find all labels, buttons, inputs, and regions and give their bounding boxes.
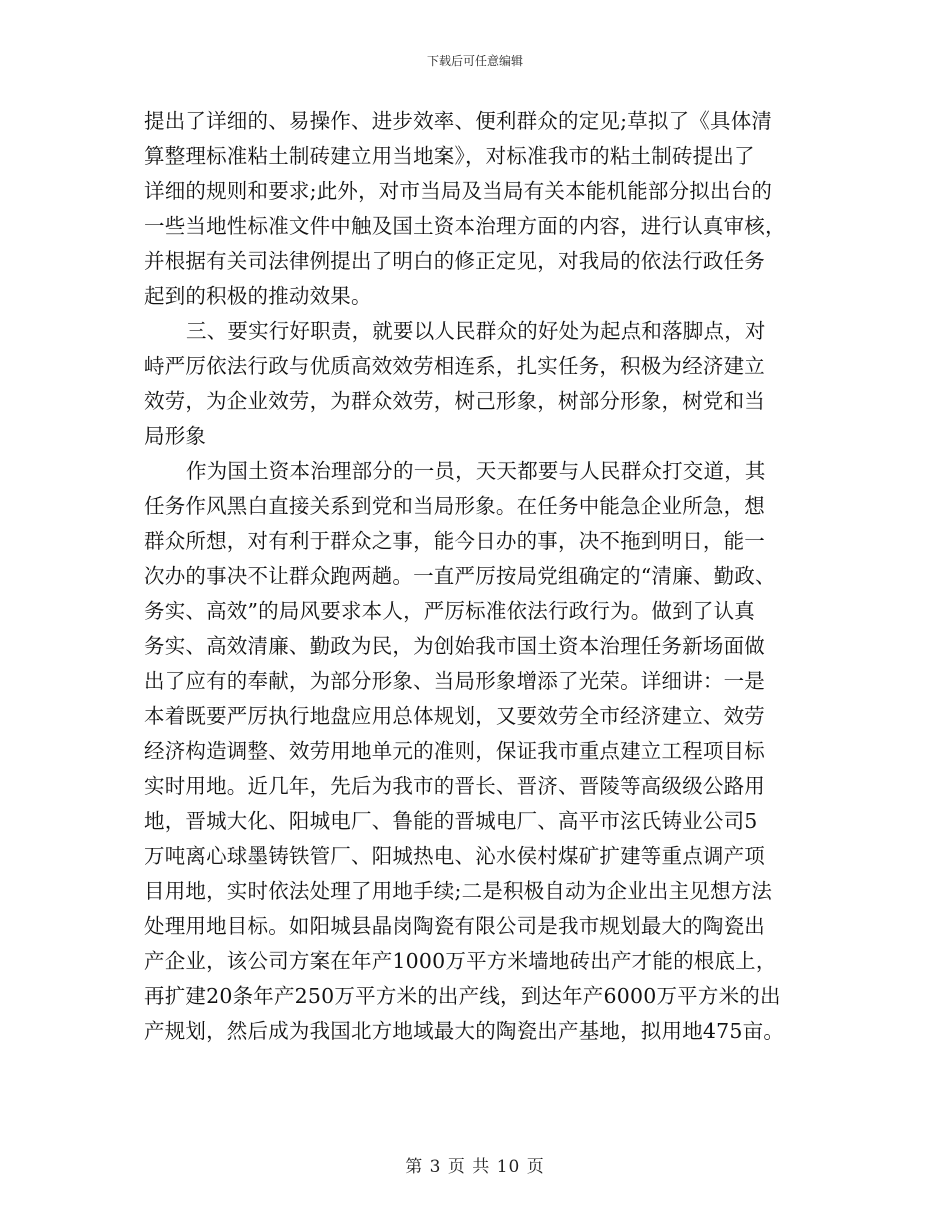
- text-line: 万吨离心球墨铸铁管厂、阳城热电、沁水侯村煤矿扩建等重点调产项: [144, 844, 765, 868]
- paragraph-start-line: 作为国土资本治理部分的一员，天天都要与人民群众打交道，其: [186, 459, 766, 483]
- text-line: 再扩建20条年产250万平方米的出产线，到达年产6000万平方米的出: [144, 984, 781, 1008]
- text-line: 处理用地目标。如阳城县晶岗陶瓷有限公司是我市规划最大的陶瓷出: [144, 914, 765, 938]
- text-line: 提出了详细的、易操作、进步效率、便利群众的定见;草拟了《具体清: [144, 109, 773, 133]
- text-line: 局形象: [144, 424, 207, 448]
- text-line: 出了应有的奉献，为部分形象、当局形象增添了光荣。详细讲：一是: [144, 669, 765, 693]
- section-heading-line: 三、要实行好职责，就要以人民群众的好处为起点和落脚点，对: [186, 319, 766, 343]
- text-line: 地，晋城大化、阳城电厂、鲁能的晋城电厂、高平市泫氏铸业公司5: [144, 809, 758, 833]
- text-line: 群众所想，对有利于群众之事，能今日办的事，决不拖到明日，能一: [144, 529, 765, 553]
- text-line: 目用地，实时依法处理了用地手续;二是积极自动为企业出主见想方法: [144, 879, 773, 903]
- text-line: 务实、高效”的局风要求本人，严厉标准依法行政行为。做到了认真: [144, 599, 755, 623]
- text-line: 实时用地。近几年，先后为我市的晋长、晋济、晋陵等高级级公路用: [144, 774, 765, 798]
- document-body: [144, 104, 812, 1049]
- text-line: 产规划，然后成为我国北方地域最大的陶瓷出产基地，拟用地475亩。: [144, 1019, 785, 1043]
- text-line: 产企业，该公司方案在年产1000万平方米墙地砖出产才能的根底上，: [144, 949, 777, 973]
- page-number-footer: 第 3 页 共 10 页: [405, 1157, 545, 1177]
- text-line: 并根据有关司法律例提出了明白的修正定见，对我局的依法行政任务: [144, 249, 765, 273]
- text-line: 起到的积极的推动效果。: [144, 284, 372, 308]
- text-line: 务实、高效清廉、勤政为民，为创始我市国土资本治理任务新场面做: [144, 634, 765, 658]
- page-header: 下载后可任意编辑: [426, 54, 523, 68]
- text-line: 效劳，为企业效劳，为群众效劳，树己形象，树部分形象，树党和当: [144, 389, 765, 413]
- text-line: 详细的规则和要求;此外，对市当局及当局有关本能机能部分拟出台的: [144, 179, 773, 203]
- text-line: 本着既要严厉执行地盘应用总体规划，又要效劳全市经济建立、效劳: [144, 704, 765, 728]
- text-line: 经济构造调整、效劳用地单元的准则，保证我市重点建立工程项目标: [144, 739, 765, 763]
- text-line: 一些当地性标准文件中触及国土资本治理方面的内容，进行认真审核，: [144, 214, 786, 238]
- text-line: 算整理标准粘土制砖建立用当地案》，对标准我市的粘土制砖提出了: [144, 144, 755, 168]
- text-line: 峙严厉依法行政与优质高效效劳相连系，扎实任务，积极为经济建立: [144, 354, 765, 378]
- text-line: 任务作风黑白直接关系到党和当局形象。在任务中能急企业所急，想: [144, 494, 765, 518]
- text-line: 次办的事决不让群众跑两趟。一直严厉按局党组确定的“清廉、勤政、: [144, 564, 776, 588]
